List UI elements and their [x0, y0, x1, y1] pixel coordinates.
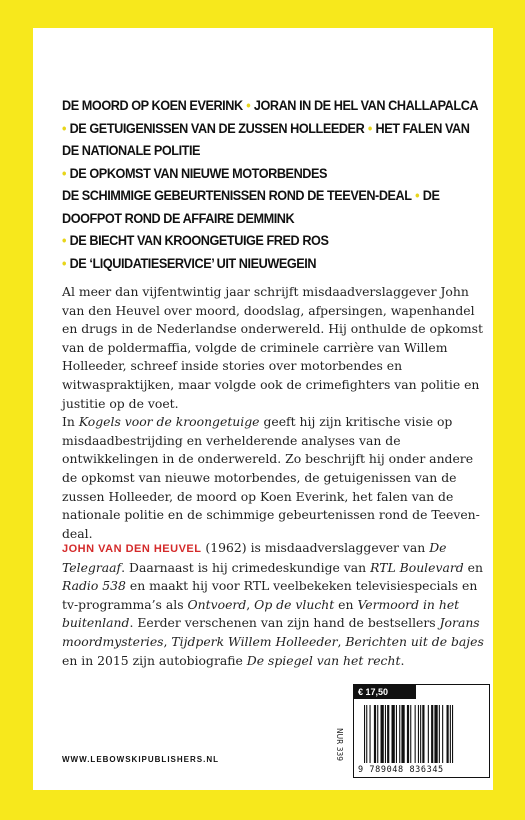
barcode-bar [374, 705, 376, 763]
isbn-number: 9 789048 836345 [358, 765, 444, 775]
text: Op de vlucht [254, 596, 335, 612]
text: en in 2015 zijn autobiografie [62, 652, 247, 668]
headline: DE ‘LIQUIDATIESERVICE’ UIT NIEUWEGEIN [69, 254, 317, 271]
barcode-bar [399, 705, 400, 763]
text: en [334, 596, 358, 612]
barcode-bar [431, 705, 433, 763]
headline: DE DOOFPOT ROND DE AFFAIRE DEMMINK [62, 187, 440, 226]
nur-code: NUR 339 [335, 728, 344, 762]
text: veelbekeken televisiespecials en tv-programma’s als [62, 578, 478, 612]
text: Ontvoerd [187, 596, 247, 612]
barcode-image [364, 705, 482, 763]
barcode-bar [381, 705, 384, 763]
barcode-bar [410, 705, 411, 763]
barcode-bar [392, 705, 395, 763]
text: Berichten uit de bajes [345, 633, 484, 649]
text: , [246, 596, 255, 612]
text: geeft hij zijn kritische visie op misdaadbestrijding en verhelderende analyses van de ontwikkelingen in de onderwereld. Zo beschrijft hij onder andere de opkomst van nieuwe motorbendes, de getuigenissen van de zussen Holleeder, de moord op Koen Everink, het falen van de nationale politie en de schimmige gebeurtenissen rond de Teeven-deal. [62, 414, 480, 541]
barcode-bar [377, 705, 378, 763]
text: . [400, 652, 405, 668]
headline: DE GETUIGENISSEN VAN DE ZUSSEN HOLLEEDER [69, 119, 365, 136]
text: (1962) is misdaadverslaggever van [201, 540, 430, 555]
headline: HET FALEN VAN DE NATIONALE POLITIE [62, 119, 470, 158]
author-name: JOHN VAN DEN HEUVEL [62, 543, 202, 555]
bio-paragraph [62, 539, 486, 670]
barcode-bar [364, 705, 365, 763]
barcode-box [353, 684, 490, 778]
price-label: € 17,50 [354, 685, 416, 699]
barcode-bar [396, 705, 397, 763]
headline: DE BIECHT VAN KROONGETUIGE FRED ROS [69, 232, 329, 248]
text: Tijdperk Willem Holleeder [171, 633, 338, 649]
blurb-paragraph [62, 413, 486, 543]
barcode-bar [439, 705, 440, 763]
headline: DE SCHIMMIGE GEBEURTENISSEN ROND DE TEEVEN-DEAL [62, 187, 412, 203]
bullet-icon: • [62, 254, 66, 271]
text: , [163, 633, 172, 649]
bullet-icon: • [415, 187, 420, 203]
barcode-bar [415, 705, 416, 763]
text: Jorans moordmysteries [62, 615, 480, 649]
text: RTL [370, 559, 396, 575]
text: De spiegel van het recht [246, 652, 401, 668]
barcode-bar [442, 705, 443, 763]
barcode-bar [366, 705, 367, 763]
text: . Eerder verschenen van zijn hand de bestsellers [129, 615, 440, 631]
bullet-icon: • [62, 119, 66, 136]
author-bio [62, 539, 486, 670]
bullet-icon: • [367, 119, 372, 136]
headline: DE MOORD OP KOEN EVERINK [62, 97, 243, 113]
text: , [337, 633, 346, 649]
barcode-bar [434, 705, 437, 763]
text: en [463, 559, 483, 575]
barcode-bar [422, 705, 424, 763]
barcode-bar [452, 705, 453, 763]
blurb [62, 283, 486, 543]
publisher-website: WWW.LEBOWSKIPUBLISHERS.NL [62, 755, 219, 764]
barcode-bar [428, 705, 429, 763]
headline: JORAN IN DE HEL VAN CHALLAPALCA [253, 97, 479, 113]
text [370, 560, 464, 575]
barcode-bar [420, 705, 421, 763]
back-cover-panel [33, 28, 493, 790]
text: Boulevard [395, 559, 464, 575]
text: . Daarnaast is hij crimedeskundige van [121, 559, 371, 575]
barcode-bar [370, 705, 371, 763]
headline: DE OPKOMST VAN NIEUWE MOTORBENDES [69, 164, 328, 181]
blurb-paragraph: Al meer dan vijfentwintig jaar schrijft misdaadverslaggever John van den Heuvel over moord, doodslag, afpersingen, wapenhandel en drugs in de Nederlandse onderwereld. Hij onthulde de opkomst van de poldermaffia, volgde de criminele carrière van Willem Holleeder, schreef inside stories over motorbendes en witwaspraktijken, maar volgde ook de crimefighters van politie en justitie op de voet. [62, 284, 483, 411]
text: Radio 538 [62, 578, 126, 594]
barcode-bar [387, 705, 389, 763]
text: RTL [243, 578, 270, 594]
headline-list [62, 94, 481, 274]
barcode-bar [407, 705, 409, 763]
bullet-icon: • [246, 97, 251, 113]
barcode-bar [385, 705, 386, 763]
book-title: Kogels voor de kroongetuige [78, 414, 260, 430]
text: In [62, 414, 79, 430]
bullet-icon: • [62, 232, 66, 248]
bullet-icon: • [62, 164, 66, 181]
barcode-bar [447, 705, 449, 763]
barcode-bar [401, 705, 404, 763]
text: Vermoord in het buitenland [62, 596, 460, 631]
barcode-bar [418, 705, 419, 763]
text: en maakt hij voor [125, 578, 244, 594]
text: De Telegraaf [62, 540, 447, 575]
barcode-bar [450, 705, 451, 763]
